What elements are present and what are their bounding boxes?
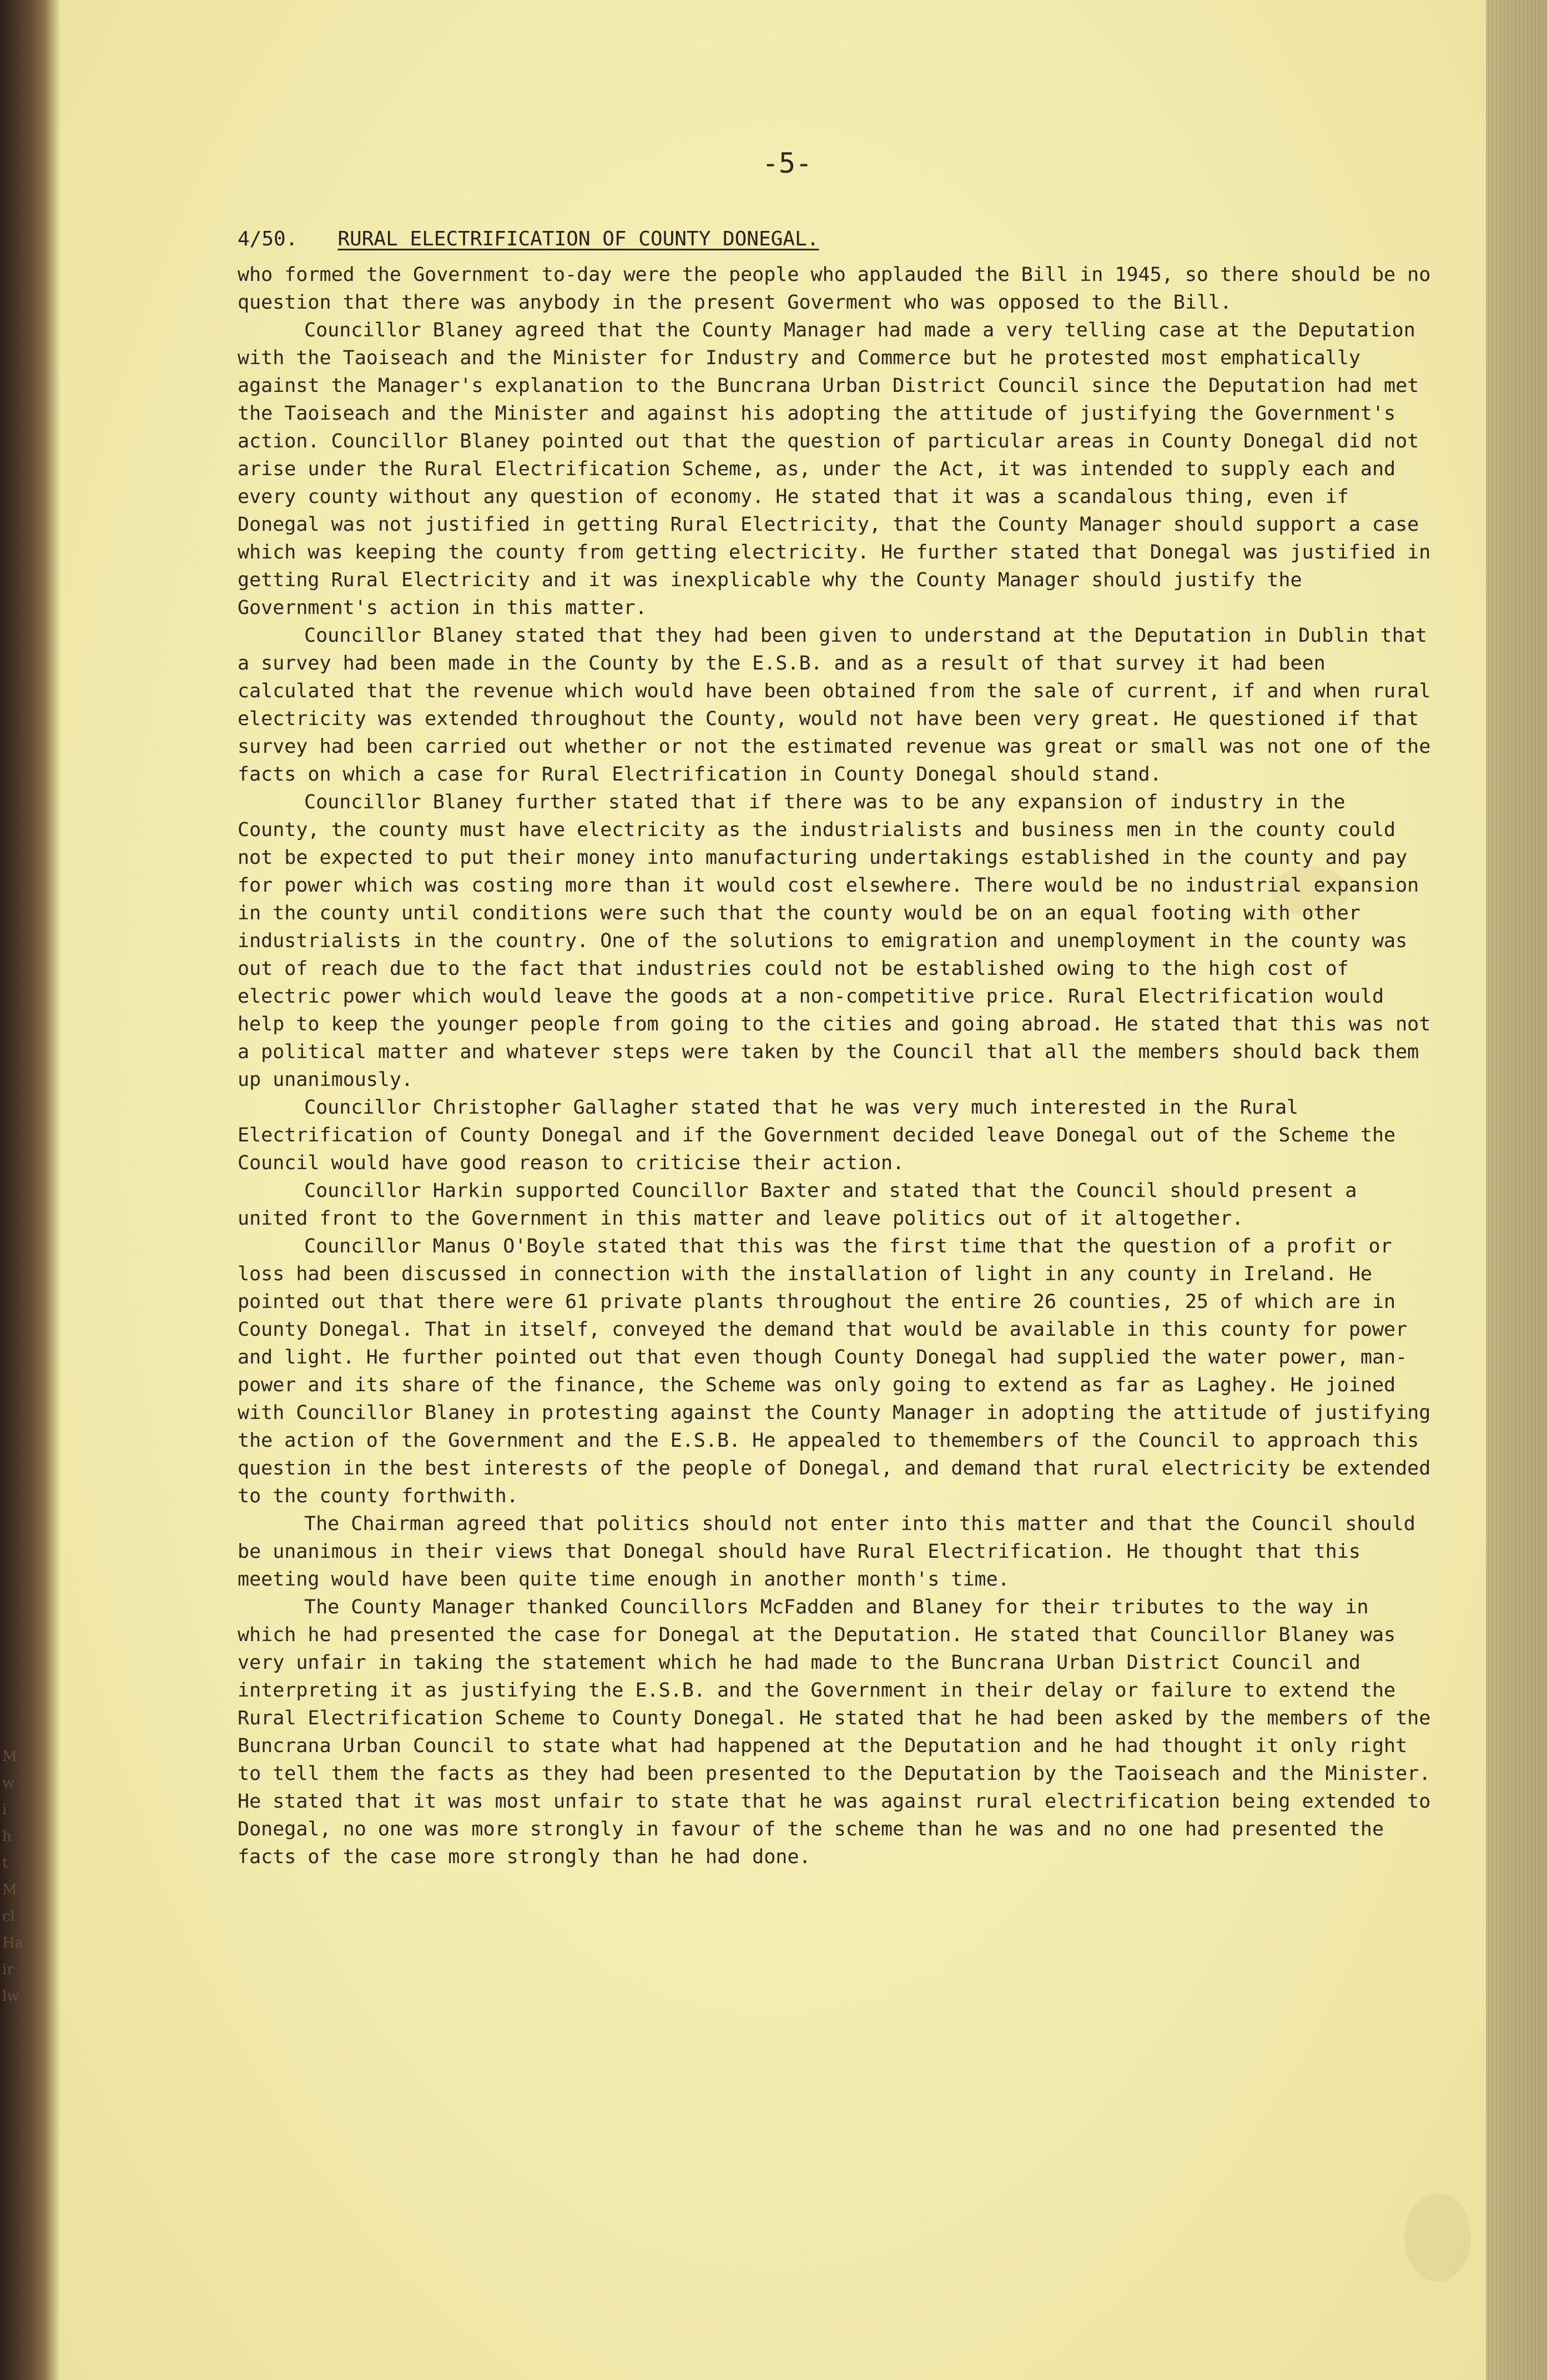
page-sheet xyxy=(61,0,1488,2380)
margin-bleed-marks xyxy=(2,1743,24,2010)
paragraph-harkin: Councillor Harkin supported Councillor Baxter and stated that the Council should present a united front to the Government in this matter and leave politics out of it altogether. xyxy=(238,1180,1357,1230)
minute-heading xyxy=(238,228,819,261)
margin-mark: M xyxy=(2,1748,17,1765)
margin-mark: w xyxy=(2,1775,15,1792)
margin-mark: i xyxy=(2,1802,7,1818)
paragraph-oboyle: Councillor Manus O'Boyle stated that this was the first time that the question of a profit or loss had been discussed in connection with the installation of light in any county in Ireland. He pointed out that there were 61 private plants throughout the entire 26 counties, 25 of which are in County Donegal. That in itself, conveyed the demand that would be available in this county for power and light. He further pointed out that even though County Donegal had supplied the water power, man-power and its share of the finance, the Scheme was only going to extend as far as Laghey. He joined with Councillor Blaney in protesting against the County Manager in adopting the attitude of justifying the action of the Government and the E.S.B. He appealed to themembers of the Council to approach this question in the best interests of the people of Donegal, and demand that rural electricity be extended to the county forthwith. xyxy=(238,1235,1431,1507)
minute-title: RURAL ELECTRIFICATION OF COUNTY DONEGAL. xyxy=(337,228,819,250)
margin-mark: ir xyxy=(2,1961,14,1978)
margin-mark: cl xyxy=(2,1908,15,1925)
minutes-body xyxy=(238,261,1431,1871)
paragraph-blaney-protest: Councillor Blaney agreed that the County Manager had made a very telling case at the Deputation with the Taoiseach and the Minister for Industry and Commerce but he protested most emphatically against the Manager's explanation to the Buncrana Urban District Council since the Deputation had met the Taoiseach and the Minister and against his adopting the attitude of justifying the Government's action. Councillor Blaney pointed out that the question of particular areas in County Donegal did not arise under the Rural Electrification Scheme, as, under the Act, it was intended to supply each and every county without any question of economy. He stated that it was a scandalous thing, even if Donegal was not justified in getting Rural Electricity, that the County Manager should support a case which was keeping the county from getting electricity. He further stated that Donegal was justified in getting Rural Electricity and it was inexplicable why the County Manager should justify the Government's action in this matter. xyxy=(238,319,1431,619)
margin-mark: t xyxy=(2,1855,8,1871)
margin-mark: lw xyxy=(2,1988,19,2005)
minute-reference: 4/50. xyxy=(238,228,298,250)
page-number: -5- xyxy=(762,147,813,179)
paragraph-county-manager: The County Manager thanked Councillors McFadden and Blaney for their tributes to the way in which he had presented the case for Donegal at the Deputation. He stated that Councillor Blaney was very unfair in taking the statement which he had made to the Buncrana Urban District Council and interpreting it as justifying the E.S.B. and the Government in their delay or failure to extend the Rural Electrification Scheme to County Donegal. He stated that he had been asked by the members of the Buncrana Urban Council to state what had happened at the Deputation and he had thought it only right to tell them the facts as they had been presented to the Deputation by the Taoiseach and the Minister. He stated that it was most unfair to state that he was against rural electrification being extended to Donegal, no one was more strongly in favour of the scheme than he was and no one had presented the facts of the case more strongly than he had done. xyxy=(238,1596,1431,1868)
margin-mark: M xyxy=(2,1881,17,1898)
paragraph-chairman: The Chairman agreed that politics should not enter into this matter and that the Council should be unanimous in their views that Donegal should have Rural Electrification. He thought that this meeting would have been quite time enough in another month's time. xyxy=(238,1513,1415,1591)
paragraph-blaney-industry: Councillor Blaney further stated that if there was to be any expansion of industry in the County, the county must have electricity as the industrialists and business men in the county could not be expected to put their money into manufacturing undertakings established in the county and pay for power which was costing more than it would cost elsewhere. There would be no industrial expansion in the county until conditions were such that the county would be on an equal footing with other industrialists in the country. One of the solutions to emigration and unemployment in the county was out of reach due to the fact that industries could not be established owing to the high cost of electric power which would leave the goods at a non-competitive price. Rural Electrification would help to keep the younger people from going to the cities and going abroad. He stated that this was not a political matter and whatever steps were taken by the Council that all the members should back them up unanimously. xyxy=(238,791,1431,1091)
paper-stain xyxy=(1404,2193,1471,2282)
paragraph-blaney-survey: Councillor Blaney stated that they had been given to understand at the Deputation in Dublin that a survey had been made in the County by the E.S.B. and as a result of that survey it had been calculated that the revenue which would have been obtained from the sale of current, if and when rural electricity was extended throughout the County, would not have been very great. He questioned if that survey had been carried out whether or not the estimated revenue was great or small was not one of the facts on which a case for Rural Electrification in County Donegal should stand. xyxy=(238,625,1431,786)
margin-mark: Ha xyxy=(2,1935,24,1951)
margin-mark: h xyxy=(2,1828,12,1845)
paragraph-gallagher: Councillor Christopher Gallagher stated that he was very much interested in the Rural Electrification of County Donegal and if the Government decided leave Donegal out of the Scheme the Council would have good reason to criticise their action. xyxy=(238,1096,1396,1174)
book-page-edges xyxy=(1486,0,1547,2380)
paragraph-continuation: who formed the Government to-day were the people who applauded the Bill in 1945, so there should be no question that there was anybody in the present Goverment who was opposed to the Bill. xyxy=(238,264,1431,314)
